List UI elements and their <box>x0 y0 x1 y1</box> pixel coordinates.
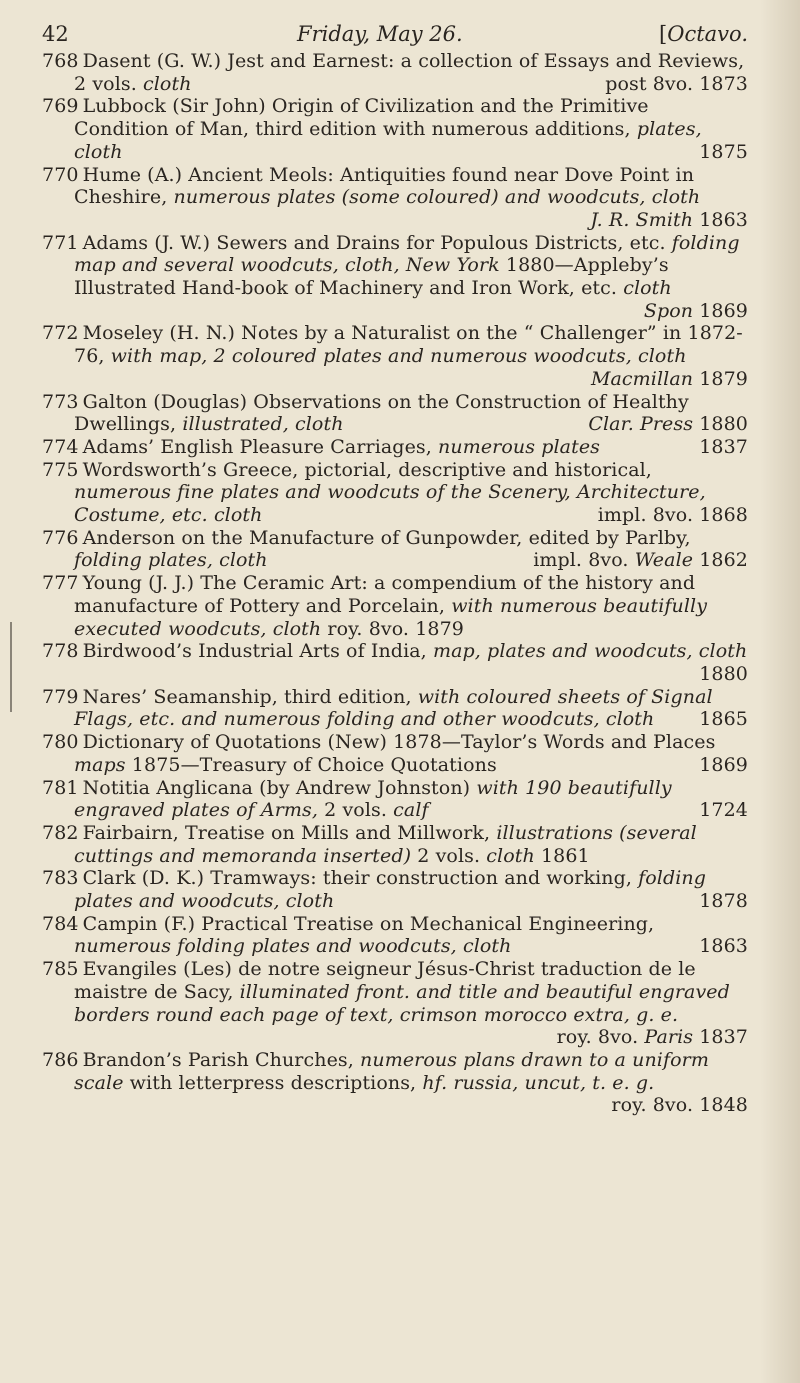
entry-italic-text: maps <box>74 753 126 776</box>
sale-date: Friday, May 26. <box>297 22 463 46</box>
entry-text: Adams (J. W.) Sewers and Drains for Populous Districts, etc. <box>82 231 672 254</box>
lot-number: 775 <box>42 458 79 481</box>
catalogue-entry <box>42 95 748 163</box>
entry-text: Adams’ English Pleasure Carriages, <box>82 435 439 458</box>
entry-text: Lubbock (Sir John) Origin of Civilization and the Primitive Condition of Man, third edition with numerous additions, <box>74 95 649 141</box>
entry-text: Evangiles (Les) de notre seigneur Jésus-Christ traduction de le maistre de Sacy, <box>74 958 696 1003</box>
catalogue-entry <box>42 913 748 958</box>
entry-text: 1875—Treasury of Choice Quotations <box>125 753 497 776</box>
entry-text: with letterpress descriptions, <box>123 1071 423 1094</box>
imprint-text: impl. 8vo. 1868 <box>597 504 748 527</box>
catalogue-entry <box>42 777 748 822</box>
page-header <box>42 20 748 48</box>
imprint-italic-text: Spon <box>643 299 694 322</box>
section-label <box>659 20 748 48</box>
entry-text: Campin (F.) Practical Treatise on Mechanical Engineering, <box>82 912 655 935</box>
entry-italic-text: numerous plans drawn to a uniform scale <box>74 1048 709 1094</box>
lot-number: 778 <box>42 640 79 663</box>
entry-italic-text: folding map and several woodcuts, cloth, New York <box>74 231 740 277</box>
catalogue-entry <box>42 391 748 436</box>
page-number: 42 <box>42 22 69 46</box>
entry-imprint <box>699 799 748 822</box>
entry-text: Fairbairn, Treatise on Mills and Millwork, <box>82 821 497 844</box>
entry-text: Moseley (H. N.) Notes by a Naturalist on the “ Challenger” in 1872-76, <box>74 322 743 368</box>
entry-italic-text: numerous fine plates and woodcuts of the Scenery, Architecture, Costume, etc. cloth <box>74 481 706 527</box>
entry-italic-text: illustrations (several cuttings and memoranda inserted) <box>74 821 697 867</box>
entry-italic-text: cloth <box>486 844 535 867</box>
entry-text: Nares’ Seamanship, third edition, <box>82 685 418 708</box>
imprint-text: 1724 <box>699 799 748 822</box>
catalogue-entry <box>42 731 748 776</box>
lot-number: 785 <box>42 958 79 981</box>
section-name: Octavo. <box>667 22 748 46</box>
entry-imprint <box>699 436 748 459</box>
catalogue-entry <box>42 322 748 390</box>
entry-italic-text: illuminated front. and title and beautiful engraved borders round each page of text, crimson morocco extra, g. e. <box>74 980 730 1026</box>
entry-text: Wordsworth’s Greece, pictorial, descriptive and historical, <box>82 458 652 481</box>
imprint-text: 1837 <box>693 1026 748 1049</box>
lot-number: 772 <box>42 322 79 345</box>
entry-italic-text: hf. russia, uncut, t. e. g. <box>422 1071 655 1094</box>
entry-italic-text: numerous plates (some coloured) and woodcuts, cloth <box>173 186 701 209</box>
catalogue-entry <box>42 572 748 640</box>
catalogue-entry <box>42 822 748 867</box>
catalogue-entry <box>42 164 748 232</box>
catalogue-entry <box>42 867 748 912</box>
lot-number: 774 <box>42 435 79 458</box>
catalogue-entry <box>42 50 748 95</box>
entry-imprint <box>699 708 748 731</box>
entry-text: roy. 8vo. 1879 <box>321 617 464 640</box>
entry-imprint <box>598 504 748 527</box>
entry-imprint <box>605 73 748 96</box>
entry-imprint <box>699 663 748 686</box>
section-bracket: [ <box>659 22 668 46</box>
imprint-text: 1869 <box>693 299 748 322</box>
imprint-text: impl. 8vo. <box>533 549 635 572</box>
margin-pencil-mark <box>10 622 12 712</box>
imprint-italic-text: Paris <box>644 1026 694 1049</box>
imprint-text: 1880 <box>699 662 748 685</box>
imprint-text: 1875 <box>699 140 748 163</box>
entry-imprint <box>590 209 748 232</box>
entry-text: Galton (Douglas) Observations on the Construction of Healthy Dwellings, <box>74 390 689 436</box>
entry-italic-text: plates, cloth <box>74 118 702 163</box>
entry-italic-text: with 190 beautifully engraved plates of Arms, <box>74 776 672 822</box>
entry-text: Young (J. J.) The Ceramic Art: a compendium of the history and manufacture of Pottery and Porcelain, <box>74 572 696 617</box>
entry-imprint <box>699 141 748 164</box>
entry-imprint <box>699 890 748 913</box>
imprint-text: 1862 <box>693 549 748 572</box>
entry-text: Clark (D. K.) Tramways: their construction and working, <box>82 867 639 890</box>
catalogue-entries <box>42 50 748 1117</box>
entry-italic-text: numerous plates <box>438 435 601 458</box>
lot-number: 777 <box>42 572 79 595</box>
entry-text: Notitia Anglicana (by Andrew Johnston) <box>82 776 477 799</box>
entry-text: 2 vols. <box>318 799 394 822</box>
imprint-text: 1880 <box>693 413 748 436</box>
entry-text: 1880—Appleby’s Illustrated Hand-book of Machinery and Iron Work, etc. <box>74 254 669 300</box>
catalogue-entry <box>42 232 748 323</box>
entry-imprint <box>591 368 748 391</box>
lot-number: 769 <box>42 95 79 118</box>
lot-number: 776 <box>42 526 79 549</box>
catalogue-entry <box>42 459 748 527</box>
imprint-text: roy. 8vo. <box>556 1026 645 1049</box>
catalogue-entry <box>42 686 748 731</box>
lot-number: 781 <box>42 776 79 799</box>
imprint-text: 1869 <box>699 753 748 776</box>
entry-italic-text: calf <box>393 799 429 822</box>
entry-text: Anderson on the Manufacture of Gunpowder, edited by Parlby, <box>82 526 691 549</box>
entry-italic-text: with numerous beautifully executed woodcuts, cloth <box>74 594 708 640</box>
entry-text: Birdwood’s Industrial Arts of India, <box>82 640 433 663</box>
catalogue-entry <box>42 527 748 572</box>
entry-text: 1861 <box>534 844 590 867</box>
imprint-italic-text: Macmillan <box>590 367 694 390</box>
catalogue-entry <box>42 1049 748 1117</box>
lot-number: 779 <box>42 685 79 708</box>
entry-text: Dasent (G. W.) Jest and Earnest: a collection of Essays and Reviews, 2 vols. <box>74 50 745 95</box>
imprint-text: roy. 8vo. 1848 <box>611 1094 748 1117</box>
entry-italic-text: folding plates and woodcuts, cloth <box>74 867 707 913</box>
entry-italic-text: numerous folding plates and woodcuts, cloth <box>74 935 512 958</box>
imprint-text: 1863 <box>693 208 748 231</box>
imprint-italic-text: Clar. Press <box>588 413 694 436</box>
lot-number: 786 <box>42 1048 79 1071</box>
entry-imprint <box>699 754 748 777</box>
catalogue-entry <box>42 436 748 459</box>
catalogue-entry <box>42 958 748 1049</box>
entry-imprint <box>611 1094 748 1117</box>
imprint-text: 1837 <box>699 435 748 458</box>
entry-text: Brandon’s Parish Churches, <box>82 1048 361 1071</box>
imprint-text: 1865 <box>699 708 748 731</box>
lot-number: 768 <box>42 50 79 72</box>
entry-imprint <box>699 935 748 958</box>
entry-text: Hume (A.) Ancient Meols: Antiquities found near Dove Point in Cheshire, <box>74 163 695 209</box>
imprint-text: post 8vo. 1873 <box>605 72 748 95</box>
entry-italic-text: map, plates and woodcuts, cloth <box>432 640 748 663</box>
entry-text: Dictionary of Quotations (New) 1878—Taylor’s Words and Places <box>82 731 716 754</box>
lot-number: 773 <box>42 390 79 413</box>
entry-italic-text: illustrated, cloth <box>182 413 344 436</box>
entry-italic-text: with map, 2 coloured plates and numerous woodcuts, cloth <box>110 345 687 368</box>
imprint-italic-text: J. R. Smith <box>590 208 694 231</box>
imprint-text: 1863 <box>699 935 748 958</box>
entry-italic-text: cloth <box>623 277 672 300</box>
lot-number: 771 <box>42 231 79 254</box>
imprint-text: 1879 <box>693 367 748 390</box>
lot-number: 782 <box>42 821 79 844</box>
entry-imprint <box>588 413 748 436</box>
entry-italic-text: with coloured sheets of Signal Flags, etc. and numerous folding and other woodcuts, cloth <box>74 685 713 731</box>
page-edge-shadow <box>760 0 800 1383</box>
imprint-italic-text: Weale <box>634 549 694 572</box>
entry-italic-text: cloth <box>143 72 192 95</box>
lot-number: 783 <box>42 867 79 890</box>
lot-number: 770 <box>42 163 79 186</box>
catalogue-entry <box>42 640 748 685</box>
lot-number: 780 <box>42 731 79 754</box>
entry-imprint <box>557 1026 748 1049</box>
entry-italic-text: folding plates, cloth <box>74 549 268 572</box>
lot-number: 784 <box>42 912 79 935</box>
entry-text: 2 vols. <box>411 844 487 867</box>
imprint-text: 1878 <box>699 890 748 913</box>
entry-imprint <box>533 549 748 572</box>
entry-imprint <box>644 300 748 323</box>
